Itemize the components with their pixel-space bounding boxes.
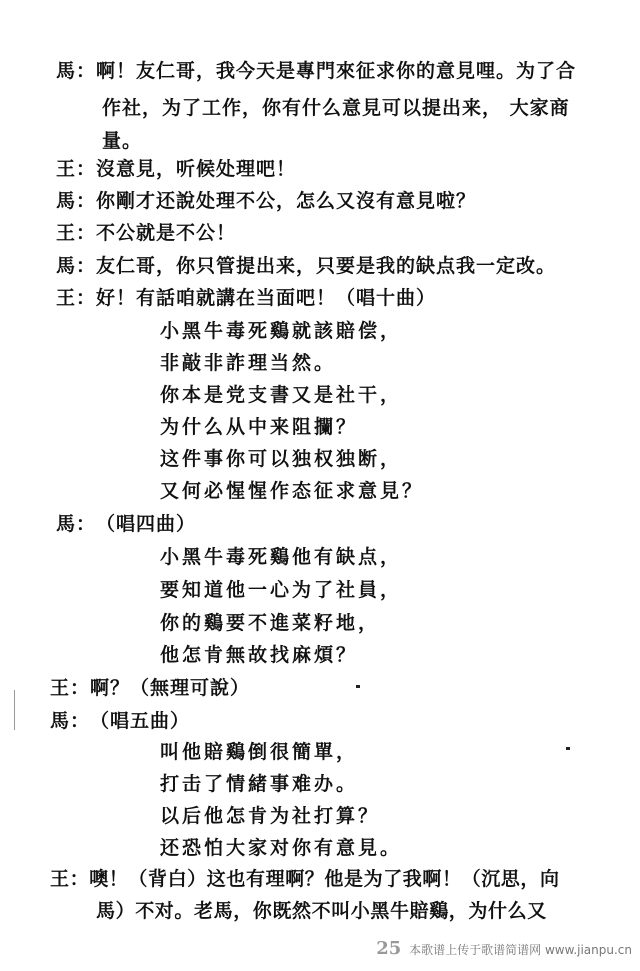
line-text: 量。	[102, 130, 143, 152]
lyric-line	[160, 350, 336, 376]
dialogue-line	[50, 866, 560, 892]
lyric-line	[160, 577, 402, 603]
line-text: 又何必惺惺作态征求意見？	[160, 480, 425, 502]
lyric-line	[160, 835, 402, 861]
line-text: 你本是党支書又是社干，	[160, 384, 403, 406]
line-text: 小黑牛毒死鷄他有缺点，	[160, 546, 403, 568]
dialogue-line	[56, 188, 476, 214]
dialogue-line	[56, 253, 556, 279]
dialogue-line	[50, 675, 250, 701]
ink-speck	[356, 685, 360, 688]
ink-speck	[566, 747, 570, 750]
line-text: 要知道他一心为了社員，	[160, 579, 403, 601]
page-footer	[376, 938, 632, 959]
speaker-label: 馬：	[56, 60, 97, 82]
speaker-label: 王：	[56, 222, 97, 244]
lyric-line	[160, 642, 358, 668]
line-text: 好！有話咱就講在当面吧！（唱十曲）	[96, 287, 437, 309]
line-text: （唱五曲）	[90, 710, 191, 732]
scan-edge-line	[14, 690, 15, 730]
lyric-line	[160, 446, 402, 472]
line-text: 叫他賠鷄倒很簡單，	[160, 741, 359, 763]
line-text: 啊？（無理可說）	[90, 677, 251, 699]
line-text: 友仁哥，你只管提出来，只要是我的缺点我一定改。	[96, 255, 557, 277]
line-text: 为什么从中来阻攔？	[160, 416, 359, 438]
line-text: （唱四曲）	[96, 513, 197, 535]
watermark-text: 本歌谱上传于歌谱简谱网 www.jianpu.cn	[409, 943, 632, 957]
lyric-line	[160, 739, 358, 765]
lyric-line	[160, 478, 424, 504]
dialogue-line	[56, 156, 296, 182]
line-text: 还恐怕大家对你有意見。	[160, 837, 403, 859]
dialogue-line	[56, 285, 436, 311]
page-number: 25	[376, 938, 402, 959]
lyric-line	[160, 382, 402, 408]
lyric-line	[160, 803, 380, 829]
line-text: 沒意見，听候处理吧！	[96, 158, 297, 180]
dialogue-line	[102, 128, 142, 154]
dialogue-line	[102, 95, 570, 121]
speaker-label: 王：	[56, 158, 97, 180]
line-text: 作社，为了工作，你有什么意見可以提出来， 大家商	[102, 97, 570, 119]
lyric-line	[160, 318, 402, 344]
lyric-line	[160, 771, 358, 797]
line-text: 非敲非詐理当然。	[160, 352, 337, 374]
line-text: 馬）不对。老馬，你既然不叫小黑牛賠鷄，为什么又	[96, 900, 547, 922]
speaker-label: 王：	[56, 287, 97, 309]
dialogue-line	[96, 898, 547, 924]
line-text: 你的鷄要不進菜籽地，	[160, 612, 381, 634]
dialogue-line	[56, 58, 576, 84]
line-text: 你剛才还說处理不公，怎么又沒有意見啦？	[96, 190, 477, 212]
line-text: 噢！（背白）这也有理啊？他是为了我啊！（沉思，向	[89, 868, 560, 890]
line-text: 小黑牛毒死鷄就該賠偿，	[160, 320, 403, 342]
line-text: 这件事你可以独权独断，	[160, 448, 403, 470]
line-text: 他怎肯無故找麻煩？	[160, 644, 359, 666]
speaker-label: 馬：	[56, 513, 97, 535]
speaker-label: 馬：	[56, 255, 97, 277]
line-text: 以后他怎肯为社打算？	[160, 805, 381, 827]
dialogue-line	[50, 708, 190, 734]
speaker-label: 馬：	[56, 190, 97, 212]
lyric-line	[160, 610, 380, 636]
speaker-label: 王：	[50, 677, 91, 699]
dialogue-line	[56, 220, 236, 246]
speaker-label: 王：	[50, 868, 90, 890]
speaker-label: 馬：	[50, 710, 91, 732]
line-text: 打击了情緒事难办。	[160, 773, 359, 795]
line-text: 不公就是不公！	[96, 222, 237, 244]
line-text: 啊！友仁哥，我今天是專門來征求你的意見哩。为了合	[96, 60, 577, 82]
lyric-line	[160, 544, 402, 570]
lyric-line	[160, 414, 358, 440]
dialogue-line	[56, 511, 196, 537]
